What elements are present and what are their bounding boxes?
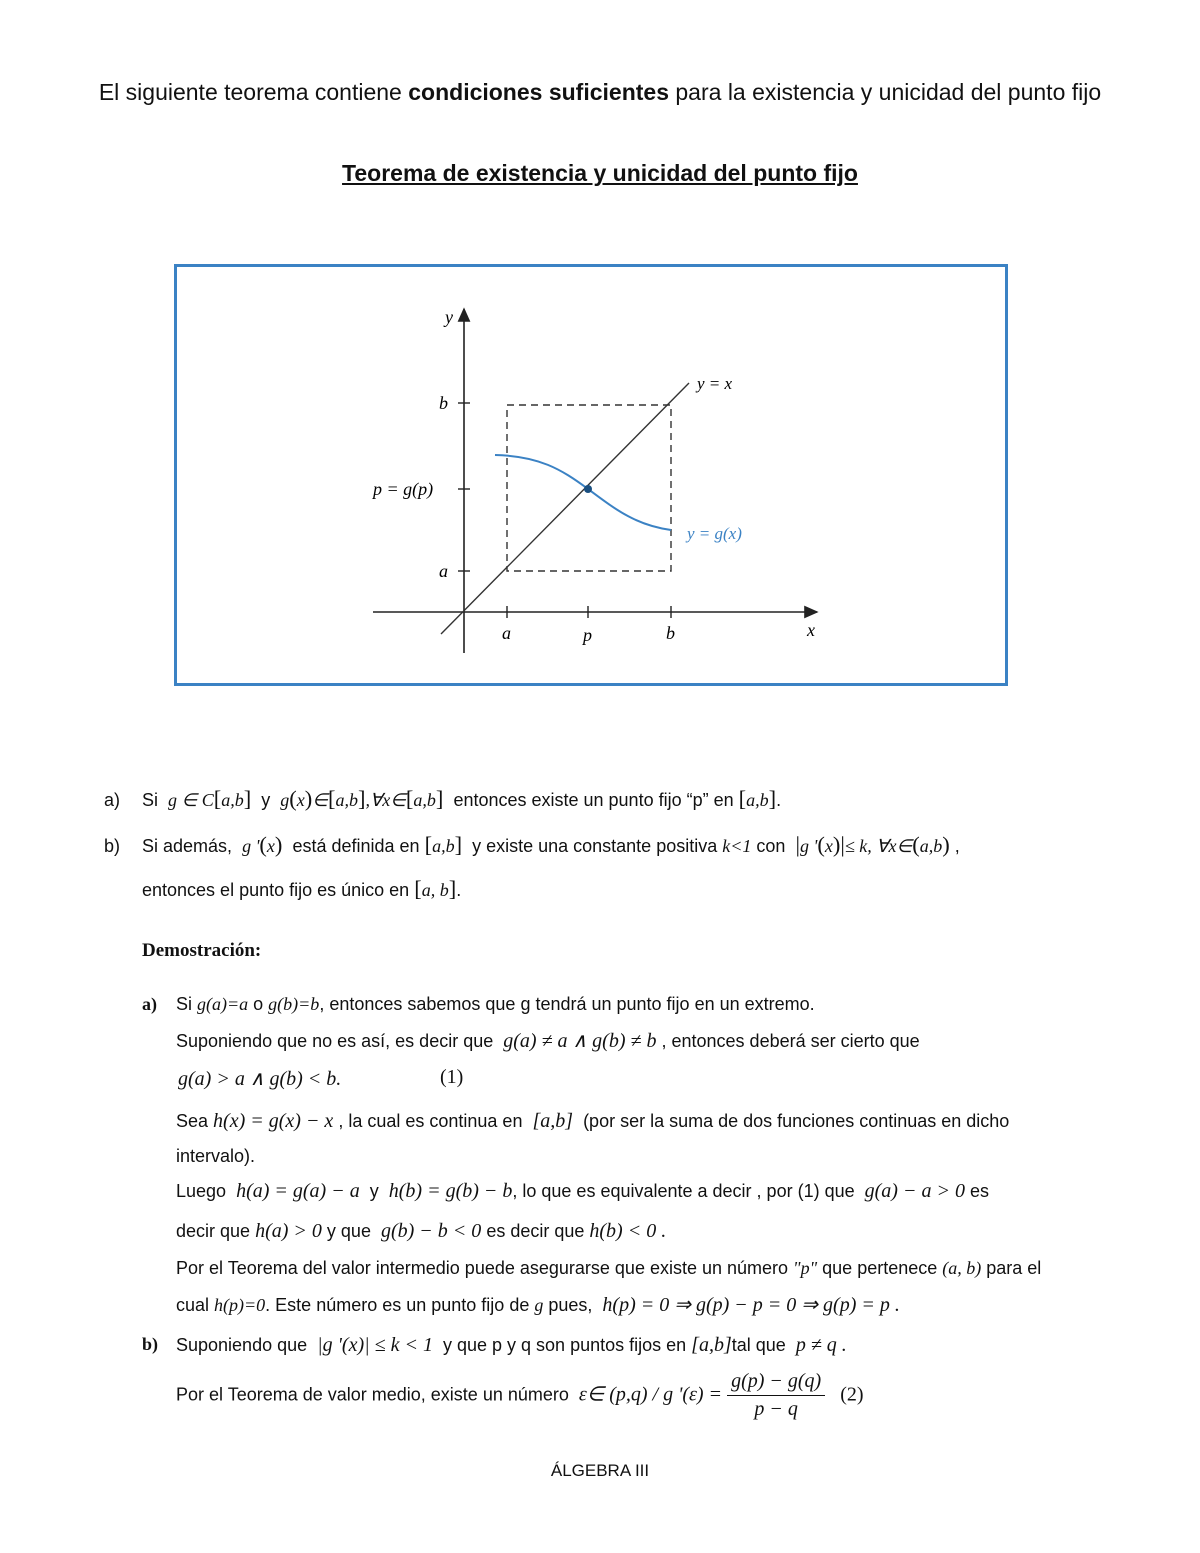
proof-a-l9-m1: h(p)=0 [214, 1295, 266, 1315]
proof-a-l1-t3: , entonces sabemos que g tendrá un punto fijo en un extremo. [319, 994, 815, 1014]
proof-a-l3-math: g(a) > a ∧ g(b) < b. [178, 1068, 342, 1090]
proof-a-l7-t3: es decir que [486, 1221, 585, 1241]
intro-text-2: para la existencia y unicidad del punto fijo [669, 79, 1102, 105]
proof-a-line4 [176, 1110, 1009, 1133]
item-b-math-5: x [824, 836, 833, 856]
theorem-title: Teorema de existencia y unicidad del punto fijo [342, 160, 858, 186]
proof-a-l8-m2: (a, b) [942, 1258, 982, 1278]
proof-a-l4-m1: h(x) = g(x) − x [213, 1110, 334, 1132]
y-tick-label-a: a [439, 561, 448, 581]
proof-a-l6-t4: es [969, 1181, 989, 1201]
item-a-math-3: g [280, 790, 290, 810]
proof-a-l4-t3: (por ser la suma de dos funciones continuas en dicho [583, 1111, 1010, 1131]
item-a-math-8: a,b [413, 790, 436, 810]
proof-b-l1-m1: |g '(x)| ≤ k < 1 [317, 1334, 433, 1356]
item-a-math-1: g ∈ C [168, 790, 214, 810]
proof-a-l8-t2: que pertenece [817, 1258, 943, 1278]
proof-a-line7 [176, 1220, 666, 1243]
item-b-k: k<1 [722, 836, 752, 856]
proof-a-l6-m1: h(a) = g(a) − a [236, 1180, 360, 1202]
proof-a-l6-t2: y [369, 1181, 379, 1201]
item-b-text-6: entonces el punto fijo es único en [142, 880, 410, 900]
y-tick-label-p: p = g(p) [373, 479, 434, 499]
proof-a-l7-t1: decir que [176, 1221, 251, 1241]
item-b-math-3: a,b [432, 836, 455, 856]
proof-a-l4-t2: , la cual es continua en [338, 1111, 523, 1131]
proof-a-line3 [178, 1066, 341, 1091]
item-b-text-3: y existe una constante positiva [472, 836, 718, 856]
item-b-math-8: a, b [421, 880, 449, 900]
proof-a-l2-t2: , entonces deberá ser cierto que [661, 1031, 920, 1051]
item-a-text-4: . [776, 790, 782, 810]
y-tick-label-b: b [439, 393, 448, 413]
item-b-text-7: . [456, 880, 462, 900]
proof-a-l7-t2: y que [326, 1221, 371, 1241]
x-tick-label-p: p [583, 625, 592, 645]
item-a-marker: a) [104, 790, 121, 810]
proof-a-l2-math: g(a) ≠ a ∧ g(b) ≠ b [503, 1030, 657, 1052]
proof-heading: Demostración: [142, 940, 262, 961]
g-curve [495, 455, 671, 530]
proof-a-l8-m1: "p" [793, 1258, 818, 1278]
equation-number-2: (2) [840, 1383, 864, 1406]
proof-b-l1-t1: Suponiendo que [176, 1335, 308, 1355]
x-tick-label-b: b [666, 623, 675, 643]
fixed-point-dot [584, 485, 592, 493]
proof-a-l1-m2: g(b)=b [268, 994, 320, 1014]
proof-a-l1-t2: o [248, 994, 269, 1014]
item-a-math-5: ∈ [312, 790, 328, 810]
proof-a-l8-t3: para el [981, 1258, 1042, 1278]
proof-a-l7-m1: h(a) > 0 [255, 1220, 322, 1242]
proof-a-line2 [176, 1028, 920, 1053]
proof-b-line1 [176, 1334, 847, 1357]
proof-a-l9-math: h(p) = 0 ⇒ g(p) − p = 0 ⇒ g(p) = p . [602, 1294, 900, 1316]
proof-a-l1-t1: Si [176, 994, 198, 1014]
proof-b-l1-m2: [a,b] [691, 1334, 732, 1356]
proof-a-l2-t1: Suponiendo que no es así, es decir que [176, 1031, 494, 1051]
page-footer: ÁLGEBRA III [550, 1461, 650, 1480]
fixed-point-diagram [177, 267, 1005, 683]
item-a-text-1: Si [142, 790, 159, 810]
proof-a-l9-m2: g [534, 1295, 544, 1315]
item-a-text-3: entonces existe un punto fijo “p” en [453, 790, 734, 810]
proof-b-marker: b) [142, 1334, 159, 1354]
proof-a-l8-t1: Por el Teorema del valor intermedio puede asegurarse que existe un número [176, 1258, 794, 1278]
proof-a-line8 [176, 1258, 1041, 1279]
proof-a-l1-m1: g(a)=a [197, 994, 249, 1014]
proof-a-l6-t1: Luego [176, 1181, 227, 1201]
intro-text-1: El siguiente teorema contiene [98, 79, 409, 105]
equation-number-1: (1) [440, 1066, 464, 1088]
x-tick-label-a: a [502, 623, 511, 643]
item-b-statement-line1: Si además, g '(x) está definida en [a,b] y existe una constante positiva k<1 con |g '(x)|≤ k, ∀x∈(a,b) , [142, 832, 960, 857]
proof-b-line2 [176, 1370, 864, 1421]
item-a-math-2: a,b [221, 790, 244, 810]
fixed-point-figure [174, 264, 1008, 686]
item-a-math-4: x [296, 790, 305, 810]
proof-b-l1-m3: p ≠ q . [795, 1334, 847, 1356]
item-b-math-1: g ' [242, 836, 260, 856]
proof-a-line5: intervalo). [176, 1146, 256, 1166]
item-b-text-5: , [954, 836, 960, 856]
item-a-statement: Si g ∈ C[a,b] y g(x)∈[a,b],∀x∈[a,b] entonces existe un punto fijo “p” en [a,b]. [142, 786, 782, 811]
item-a-math-6: a,b [335, 790, 358, 810]
item-a-math-7: ,∀x∈ [365, 790, 406, 810]
proof-a-l6-m3: g(a) − a > 0 [864, 1180, 965, 1202]
item-b-statement-line2: entonces el punto fijo es único en [a, b]. [142, 876, 462, 901]
item-b-text-4: con [756, 836, 786, 856]
item-b-text-1: Si además, [142, 836, 233, 856]
proof-a-l4-m2: [a,b] [532, 1110, 574, 1132]
item-b-math-7: a,b [919, 836, 943, 856]
proof-a-l9-t3: pues, [543, 1295, 593, 1315]
proof-a-l4-t1: Sea [176, 1111, 209, 1131]
proof-a-line1 [176, 994, 815, 1015]
proof-a-l9-t2: . Este número es un punto fijo de [265, 1295, 535, 1315]
proof-b-l2-t1: Por el Teorema de valor medio, existe un número [176, 1384, 569, 1405]
identity-line-label: y = x [697, 374, 733, 393]
proof-a-l7-m3: h(b) < 0 . [589, 1220, 667, 1242]
fraction-numerator: g(p) − g(q) [727, 1370, 825, 1396]
mean-value-fraction [727, 1370, 825, 1421]
proof-b-l1-t3: tal que [731, 1335, 786, 1355]
item-b-math-2: x [266, 836, 275, 856]
x-axis-label: x [807, 620, 815, 640]
identity-line [441, 383, 689, 634]
item-b-math-4: g ' [799, 836, 818, 856]
proof-a-l6-t3: , lo que es equivalente a decir , por (1) que [512, 1181, 855, 1201]
proof-a-l9-t1: cual [176, 1295, 215, 1315]
y-axis-label: y [445, 307, 453, 327]
proof-b-l1-t2: y que p y q son puntos fijos en [442, 1335, 687, 1355]
proof-b-l2-m1: ε∈ (p,q) / g '(ε) = [578, 1383, 723, 1406]
item-a-text-2: y [261, 790, 271, 810]
curve-label: y = g(x) [687, 524, 742, 543]
item-b-text-2: está definida en [292, 836, 420, 856]
proof-a-line6 [176, 1180, 989, 1203]
proof-a-marker: a) [142, 994, 157, 1014]
proof-a-l6-m2: h(b) = g(b) − b [388, 1180, 513, 1202]
item-b-marker: b) [104, 836, 121, 856]
fraction-denominator: p − q [754, 1398, 798, 1420]
intro-paragraph [80, 74, 1120, 110]
intro-bold-text: condiciones suficientes [408, 79, 669, 105]
proof-a-line9 [176, 1292, 900, 1317]
item-a-math-9: a,b [746, 790, 769, 810]
item-b-math-6: ≤ k, ∀x∈ [844, 836, 913, 856]
proof-a-l7-m2: g(b) − b < 0 [380, 1220, 482, 1242]
